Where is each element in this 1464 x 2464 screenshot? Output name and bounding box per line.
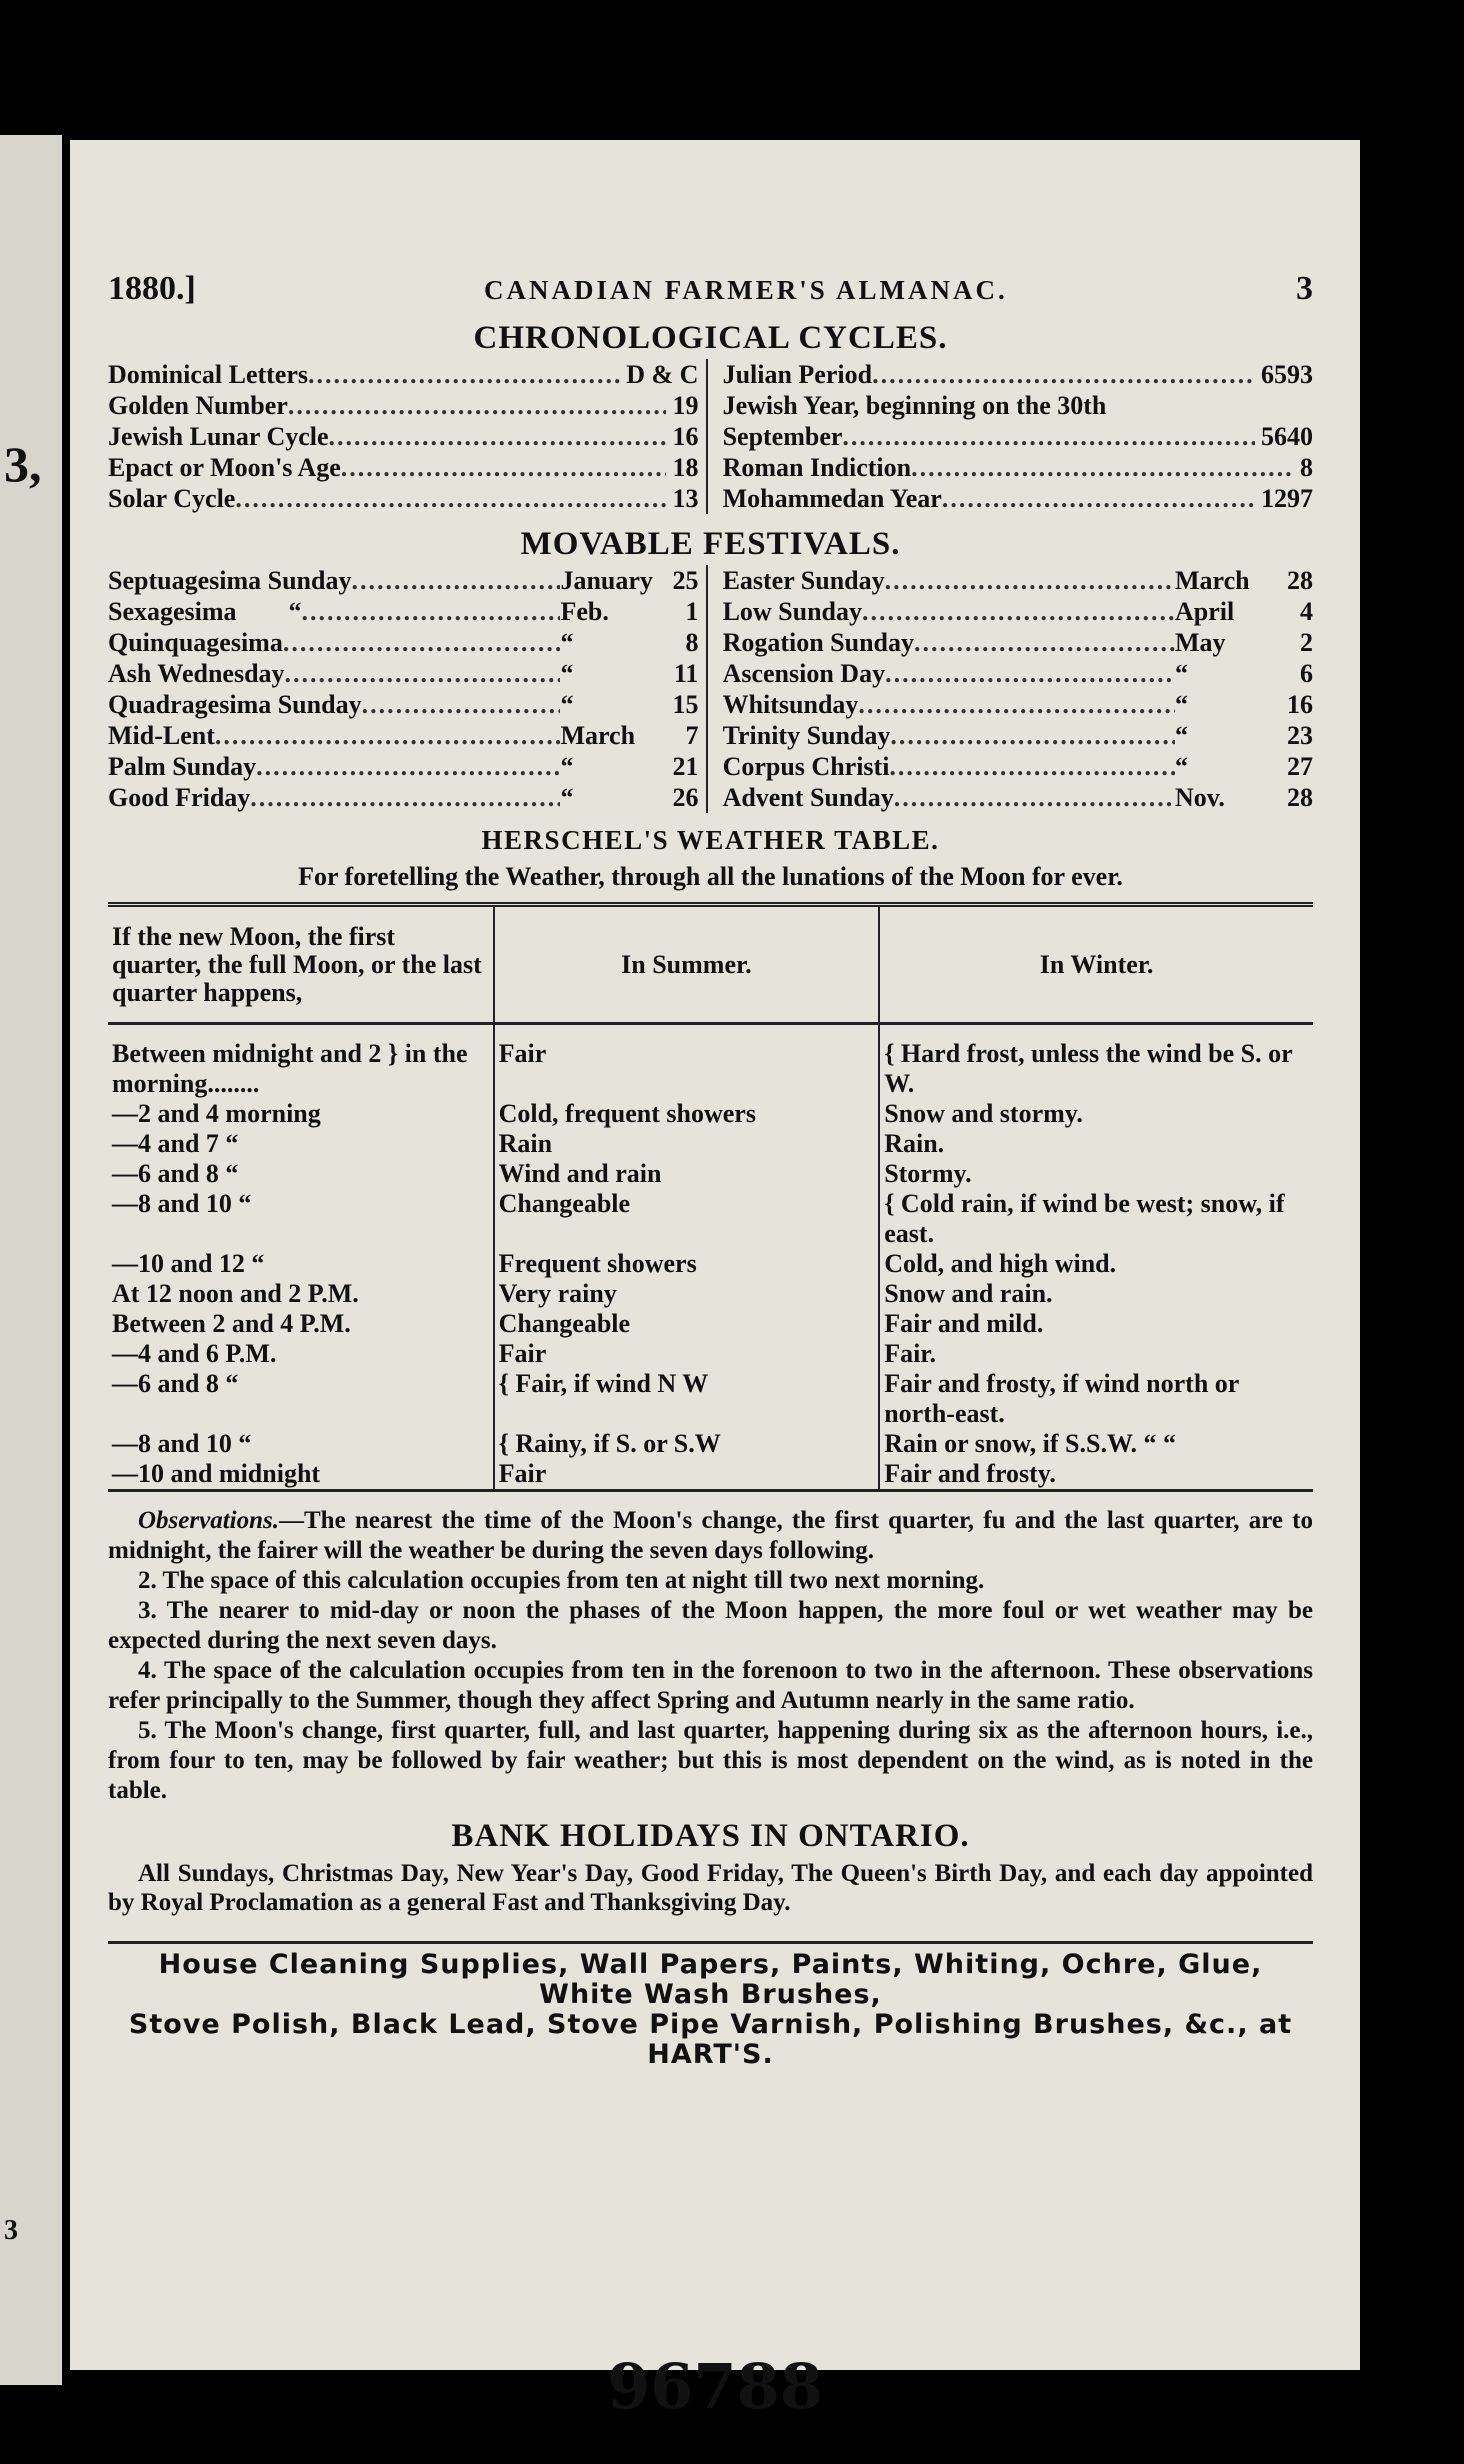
- cycle-row: [108, 452, 698, 483]
- weather-summer: Fair: [494, 1024, 880, 1100]
- cycle-label: Julian Period: [722, 360, 873, 389]
- cycle-label: Dominical Letters: [108, 360, 309, 389]
- weather-col-header-winter: In Winter.: [879, 905, 1313, 1024]
- bank-holidays-heading: BANK HOLIDAYS IN ONTARIO.: [451, 1818, 970, 1854]
- cycle-row: [108, 359, 698, 390]
- cycle-row: [723, 390, 1313, 421]
- movable-right-column: [713, 565, 1313, 813]
- festival-day: 25: [672, 566, 699, 595]
- festival-day: 16: [1287, 690, 1313, 719]
- weather-summer: Very rainy: [494, 1279, 880, 1309]
- leader-dots: [889, 751, 1175, 782]
- leader-dots: [914, 627, 1175, 658]
- adjacent-page-fragment: 3,: [4, 436, 42, 492]
- festival-month: “: [1175, 690, 1188, 719]
- festival-month: “: [560, 752, 574, 781]
- weather-row: [108, 1129, 1313, 1159]
- weather-col-header-time: If the new Moon, the first quarter, the full Moon, or the last quarter happens,: [108, 905, 494, 1024]
- cycle-value: 13: [672, 484, 699, 513]
- festival-row: [723, 627, 1313, 658]
- festival-row: [108, 720, 698, 751]
- weather-time: —6 and 8 “: [108, 1159, 494, 1189]
- weather-winter: Fair and mild.: [884, 1309, 1044, 1338]
- movable-left-column: [108, 565, 708, 813]
- cycle-label: Jewish Year, beginning on the 30th: [722, 391, 1107, 420]
- weather-row: [108, 1369, 1313, 1429]
- festival-day: 2: [1300, 628, 1313, 657]
- weather-summer: Wind and rain: [494, 1159, 880, 1189]
- festival-row: [723, 751, 1313, 782]
- festival-row: [723, 689, 1313, 720]
- bank-holidays-text: All Sundays, Christmas Day, New Year's Day, Good Friday, The Queen's Birth Day, and each day appointed by Royal Proclamation as a general Fast and Thanksgiving Day.: [108, 1860, 1313, 1916]
- weather-winter: Snow and rain.: [884, 1279, 1053, 1308]
- weather-summer: Fair: [494, 1339, 880, 1369]
- festival-row: [108, 627, 698, 658]
- weather-time: —6 and 8 “: [108, 1369, 494, 1429]
- leader-dots: [250, 782, 560, 813]
- cycle-value: 6593: [1261, 360, 1313, 389]
- leader-dots: [329, 421, 667, 452]
- leader-dots: [362, 689, 561, 720]
- advert-line: Stove Polish, Black Lead, Stove Pipe Varnish, Polishing Brushes, &c., at HART'S.: [128, 2009, 1293, 2070]
- weather-winter: Fair.: [884, 1339, 936, 1368]
- header-year: 1880.]: [108, 270, 196, 307]
- weather-time: —4 and 7 “: [108, 1129, 494, 1159]
- weather-time: Between 2 and 4 P.M.: [108, 1309, 494, 1339]
- cycle-label: Mohammedan Year: [722, 484, 942, 513]
- weather-winter: Fair and frosty.: [884, 1459, 1056, 1488]
- leader-dots: [942, 483, 1255, 514]
- festival-name: Septuagesima Sunday: [108, 566, 352, 595]
- chronological-left-column: [108, 359, 708, 514]
- weather-winter: Rain.: [884, 1129, 945, 1158]
- weather-summer: Changeable: [494, 1309, 880, 1339]
- festival-name: Corpus Christi: [722, 752, 890, 781]
- adjacent-page-edge: [0, 135, 62, 2385]
- leader-dots: [351, 565, 560, 596]
- leader-dots: [862, 596, 1175, 627]
- weather-table: [108, 902, 1313, 1492]
- festival-day: 15: [672, 690, 699, 719]
- weather-winter: Fair and frosty, if wind north or north-east.: [884, 1369, 1239, 1428]
- weather-summer: Cold, frequent showers: [494, 1099, 880, 1129]
- weather-time: Between midnight and 2 } in the morning........: [108, 1024, 494, 1100]
- observation-paragraph: 3. The nearer to mid-day or noon the phases of the Moon happen, the more foul or wet weather may be expected during the next seven days.: [108, 1597, 1313, 1654]
- weather-summer: Changeable: [494, 1189, 880, 1249]
- festival-row: [723, 658, 1313, 689]
- festival-month: Nov.: [1175, 783, 1225, 812]
- festival-month: “: [1175, 752, 1188, 781]
- observation-paragraph: Observations.—The nearest the time of the Moon's change, the first quarter, fu and the last quarter, are to midnight, the fairer will the weather be during the seven days following.: [108, 1507, 1313, 1564]
- advert-line: House Cleaning Supplies, Wall Papers, Paints, Whiting, Ochre, Glue, White Wash Brushes,: [158, 1949, 1263, 2010]
- festival-day: 28: [1287, 783, 1313, 812]
- festival-name: Whitsunday: [722, 690, 859, 719]
- cycle-label: Solar Cycle: [108, 484, 236, 513]
- cycle-row: [723, 452, 1313, 483]
- leader-dots: [235, 483, 666, 514]
- weather-winter: Stormy.: [884, 1159, 972, 1188]
- festival-day: 8: [685, 628, 699, 657]
- weather-summer: Fair: [494, 1459, 880, 1491]
- festival-day: 6: [1300, 659, 1313, 688]
- weather-summer: Rain: [494, 1129, 880, 1159]
- advertisement: [108, 1941, 1313, 2070]
- leader-dots: [842, 421, 1255, 452]
- weather-row: [108, 1309, 1313, 1339]
- weather-col-header-summer: In Summer.: [494, 905, 880, 1024]
- festival-day: 28: [1287, 566, 1313, 595]
- leader-dots: [256, 751, 560, 782]
- weather-winter: Rain or snow, if S.S.W. “ “: [884, 1429, 1177, 1458]
- weather-row: [108, 1279, 1313, 1309]
- festival-row: [108, 689, 698, 720]
- leader-dots: [341, 452, 667, 483]
- weather-winter: Cold, and high wind.: [884, 1249, 1117, 1278]
- cycle-label: Epact or Moon's Age: [108, 453, 341, 482]
- weather-winter: { Hard frost, unless the wind be S. or W.: [884, 1039, 1293, 1098]
- weather-summer: { Rainy, if S. or S.W: [494, 1429, 880, 1459]
- weather-time: At 12 noon and 2 P.M.: [108, 1279, 494, 1309]
- weather-winter: { Cold rain, if wind be west; snow, if east.: [884, 1189, 1285, 1248]
- weather-row: [108, 1189, 1313, 1249]
- festival-row: [723, 565, 1313, 596]
- festival-month: “: [1175, 721, 1188, 750]
- festival-row: [723, 596, 1313, 627]
- observation-paragraph: 2. The space of this calculation occupies from ten at night till two next morning.: [138, 1567, 985, 1594]
- leader-dots: [885, 565, 1175, 596]
- leader-dots: [283, 627, 561, 658]
- weather-row: [108, 1429, 1313, 1459]
- festival-name: Quinquagesima: [108, 628, 283, 657]
- cycle-value: D & C: [626, 360, 699, 389]
- chronological-heading: CHRONOLOGICAL CYCLES.: [473, 320, 948, 356]
- festival-day: 21: [672, 752, 699, 781]
- festival-month: “: [1175, 659, 1188, 688]
- movable-heading: MOVABLE FESTIVALS.: [520, 526, 901, 562]
- cycle-label: Golden Number: [108, 391, 288, 420]
- page-content: [108, 270, 1313, 2070]
- festival-name: Easter Sunday: [722, 566, 885, 595]
- weather-time: —2 and 4 morning: [108, 1099, 494, 1129]
- chronological-right-column: [713, 359, 1313, 514]
- festival-row: [723, 720, 1313, 751]
- cycle-row: [108, 390, 698, 421]
- adjacent-page-fragment: 3: [4, 2215, 18, 2246]
- weather-row: [108, 1249, 1313, 1279]
- festival-day: 27: [1287, 752, 1313, 781]
- cycle-value: 1297: [1261, 484, 1313, 513]
- festival-name: Mid-Lent: [108, 721, 215, 750]
- header-title: CANADIAN FARMER'S ALMANAC.: [484, 275, 1008, 305]
- cycle-label: Roman Indiction: [722, 453, 912, 482]
- festival-day: 4: [1300, 597, 1313, 626]
- observations-lead: Observations.: [138, 1507, 279, 1534]
- cycle-value: 19: [672, 391, 699, 420]
- festival-row: [108, 751, 698, 782]
- cycle-row: [108, 483, 698, 514]
- weather-row: [108, 1339, 1313, 1369]
- festival-row: [723, 782, 1313, 813]
- weather-winter: Snow and stormy.: [884, 1099, 1083, 1128]
- festival-name: Palm Sunday: [108, 752, 257, 781]
- weather-subtitle: For foretelling the Weather, through all the lunations of the Moon for ever.: [298, 862, 1123, 891]
- chronological-cycles: [108, 359, 1313, 514]
- cycle-value: 18: [672, 453, 699, 482]
- festival-name: Low Sunday: [722, 597, 863, 626]
- leader-dots: [285, 658, 561, 689]
- cycle-row: [723, 421, 1313, 452]
- page-number: 3: [1295, 270, 1313, 307]
- cycle-value: 5640: [1261, 422, 1313, 451]
- running-header: [108, 270, 1313, 308]
- cycle-value: 16: [672, 422, 699, 451]
- festival-name: Ash Wednesday: [108, 659, 285, 688]
- weather-time: —4 and 6 P.M.: [108, 1339, 494, 1369]
- leader-dots: [885, 658, 1175, 689]
- catalogue-stamp: 96788: [607, 2350, 823, 2423]
- festival-day: 23: [1287, 721, 1313, 750]
- weather-row: [108, 1159, 1313, 1189]
- festival-day: 26: [672, 783, 699, 812]
- festival-name: Advent Sunday: [722, 783, 894, 812]
- festival-name: Ascension Day: [722, 659, 886, 688]
- leader-dots: [288, 390, 667, 421]
- weather-row: [108, 1099, 1313, 1129]
- cycle-value: 8: [1300, 453, 1313, 482]
- weather-summer: Frequent showers: [494, 1249, 880, 1279]
- weather-time: —10 and 12 “: [108, 1249, 494, 1279]
- leader-dots: [215, 720, 561, 751]
- observations: [108, 1506, 1313, 1806]
- festival-row: [108, 596, 698, 627]
- festival-day: 7: [685, 721, 699, 750]
- weather-time: —8 and 10 “: [108, 1189, 494, 1249]
- cycle-row: [723, 359, 1313, 390]
- weather-summer: { Fair, if wind N W: [494, 1369, 880, 1429]
- observation-paragraph: 4. The space of the calculation occupies from ten in the forenoon to two in the afternoon. These observations refer principally to the Summer, though they affect Spring and Autumn nearly in the same ratio.: [108, 1657, 1313, 1714]
- weather-time: —10 and midnight: [108, 1459, 494, 1491]
- festival-month: Feb.: [560, 597, 609, 626]
- festival-row: [108, 782, 698, 813]
- festival-day: 11: [673, 659, 699, 688]
- festival-name: Rogation Sunday: [722, 628, 915, 657]
- leader-dots: [302, 596, 561, 627]
- festival-month: “: [560, 783, 574, 812]
- festival-month: January: [560, 566, 653, 595]
- cycle-row: [723, 483, 1313, 514]
- festival-month: March: [1175, 566, 1250, 595]
- festival-name: Sexagesima “: [108, 597, 302, 626]
- leader-dots: [911, 452, 1294, 483]
- festival-month: April: [1175, 597, 1235, 626]
- cycle-row: [108, 421, 698, 452]
- festival-name: Quadragesima Sunday: [108, 690, 362, 719]
- movable-festivals: [108, 565, 1313, 813]
- festival-name: Good Friday: [108, 783, 251, 812]
- weather-heading: HERSCHEL'S WEATHER TABLE.: [481, 825, 940, 855]
- weather-time: —8 and 10 “: [108, 1429, 494, 1459]
- festival-month: “: [560, 628, 574, 657]
- festival-day: 1: [685, 597, 699, 626]
- cycle-label: Jewish Lunar Cycle: [108, 422, 329, 451]
- leader-dots: [890, 720, 1175, 751]
- cycle-label: September: [722, 422, 843, 451]
- festival-month: “: [560, 659, 574, 688]
- leader-dots: [858, 689, 1175, 720]
- almanac-page: [70, 140, 1360, 2423]
- festival-row: [108, 565, 698, 596]
- festival-month: May: [1175, 628, 1226, 657]
- weather-row: [108, 1024, 1313, 1100]
- leader-dots: [308, 359, 620, 390]
- festival-month: “: [560, 690, 574, 719]
- festival-month: March: [560, 721, 636, 750]
- weather-row: [108, 1459, 1313, 1491]
- observation-paragraph: 5. The Moon's change, first quarter, full, and last quarter, happening during six as the afternoon hours, i.e., from four to ten, may be followed by fair weather; but this is most dependent on the wind, as is noted in the table.: [108, 1717, 1313, 1804]
- festival-name: Trinity Sunday: [722, 721, 891, 750]
- festival-row: [108, 658, 698, 689]
- leader-dots: [872, 359, 1255, 390]
- leader-dots: [894, 782, 1175, 813]
